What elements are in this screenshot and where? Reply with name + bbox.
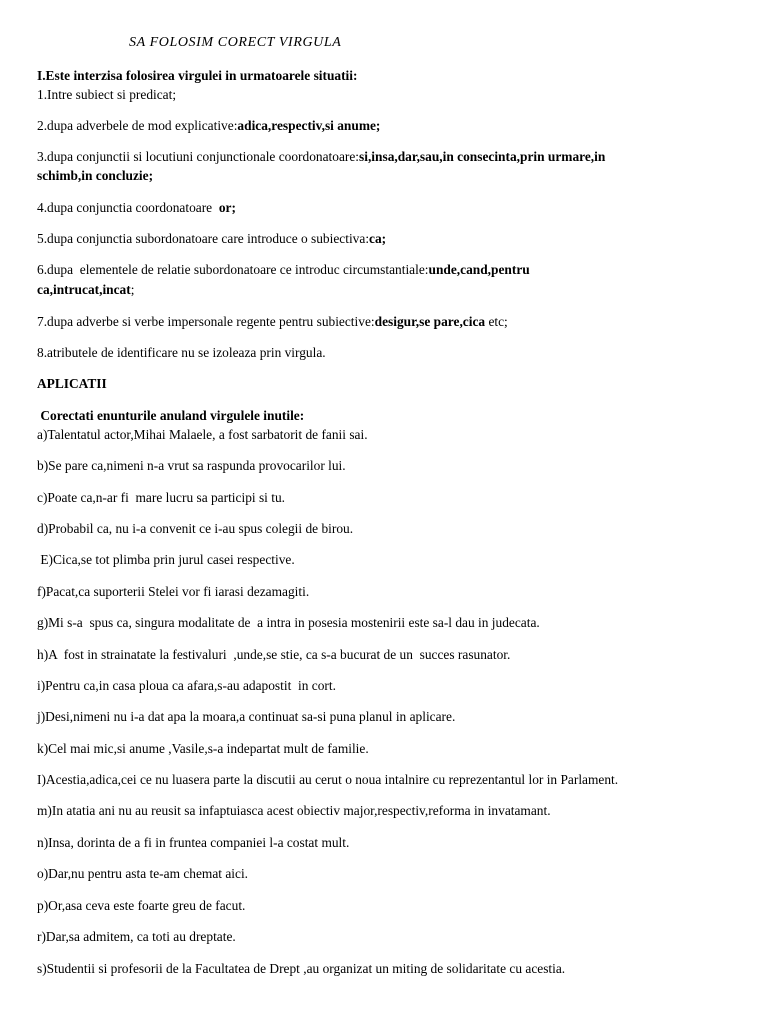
sentence-j: j)Desi,nimeni nu i-a dat apa la moara,a continuat sa-si puna planul in aplicare. — [37, 709, 456, 724]
sentence-h: h)A fost in strainatate la festivaluri ,unde,se stie, ca s-a bucurat de un succes rasunator. — [37, 647, 511, 662]
rule-6-continued: ca,intrucat,incat; — [37, 282, 135, 297]
rule-3: 3.dupa conjunctii si locutiuni conjunctionale coordonatoare:si,insa,dar,sau,in consecinta,prin urmare,in — [37, 149, 606, 164]
sentence-r: r)Dar,sa admitem, ca toti au dreptate. — [37, 929, 236, 944]
applications-heading: APLICATII — [37, 376, 107, 391]
sentence-b: b)Se pare ca,nimeni n-a vrut sa raspunda provocarilor lui. — [37, 458, 346, 473]
sentence-l: I)Acestia,adica,cei ce nu luasera parte la discutii au cerut o noua intalnire cu reprezentantul lor in Parlament. — [37, 772, 619, 787]
sentence-f: f)Pacat,ca suporterii Stelei vor fi iarasi dezamagiti. — [37, 584, 310, 599]
rule-6: 6.dupa elementele de relatie subordonatoare ce introduc circumstantiale:unde,cand,pentru — [37, 262, 530, 277]
document-title: SA FOLOSIM CORECT VIRGULA — [129, 35, 342, 50]
rule-2: 2.dupa adverbele de mod explicative:adica,respectiv,si anume; — [37, 118, 381, 133]
sentence-n: n)Insa, dorinta de a fi in fruntea companiei l-a costat mult. — [37, 835, 350, 850]
sentence-g: g)Mi s-a spus ca, singura modalitate de a intra in posesia mostenirii este sa-l dau in judecata. — [37, 615, 540, 630]
rule-1: 1.Intre subiect si predicat; — [37, 87, 177, 102]
exercise-heading: Corectati enunturile anuland virgulele inutile: — [37, 408, 305, 423]
sentence-m: m)In atatia ani nu au reusit sa infaptuiasca acest obiectiv major,respectiv,reforma in invatamant. — [37, 803, 551, 818]
sentence-o: o)Dar,nu pentru asta te-am chemat aici. — [37, 866, 249, 881]
sentence-e: E)Cica,se tot plimba prin jurul casei respective. — [37, 552, 295, 567]
rule-8: 8.atributele de identificare nu se izoleaza prin virgula. — [37, 345, 326, 360]
rule-3-continued: schimb,in concluzie; — [37, 168, 154, 183]
sentence-c: c)Poate ca,n-ar fi mare lucru sa participi si tu. — [37, 490, 285, 505]
sentence-d: d)Probabil ca, nu i-a convenit ce i-au spus colegii de birou. — [37, 521, 354, 536]
rule-7: 7.dupa adverbe si verbe impersonale regente pentru subiective:desigur,se pare,cica etc; — [37, 314, 508, 329]
sentence-p: p)Or,asa ceva este foarte greu de facut. — [37, 898, 246, 913]
sentence-a: a)Talentatul actor,Mihai Malaele, a fost sarbatorit de fanii sai. — [37, 427, 368, 442]
rule-5: 5.dupa conjunctia subordonatoare care introduce o subiectiva:ca; — [37, 231, 387, 246]
sentence-k: k)Cel mai mic,si anume ,Vasile,s-a indepartat mult de familie. — [37, 741, 369, 756]
sentence-i: i)Pentru ca,in casa ploua ca afara,s-au adapostit in cort. — [37, 678, 336, 693]
rule-4: 4.dupa conjunctia coordonatoare or; — [37, 200, 236, 215]
sentence-s: s)Studentii si profesorii de la Facultatea de Drept ,au organizat un miting de solidaritate cu acestia. — [37, 961, 566, 976]
rules-heading: I.Este interzisa folosirea virgulei in urmatoarele situatii: — [37, 68, 358, 83]
